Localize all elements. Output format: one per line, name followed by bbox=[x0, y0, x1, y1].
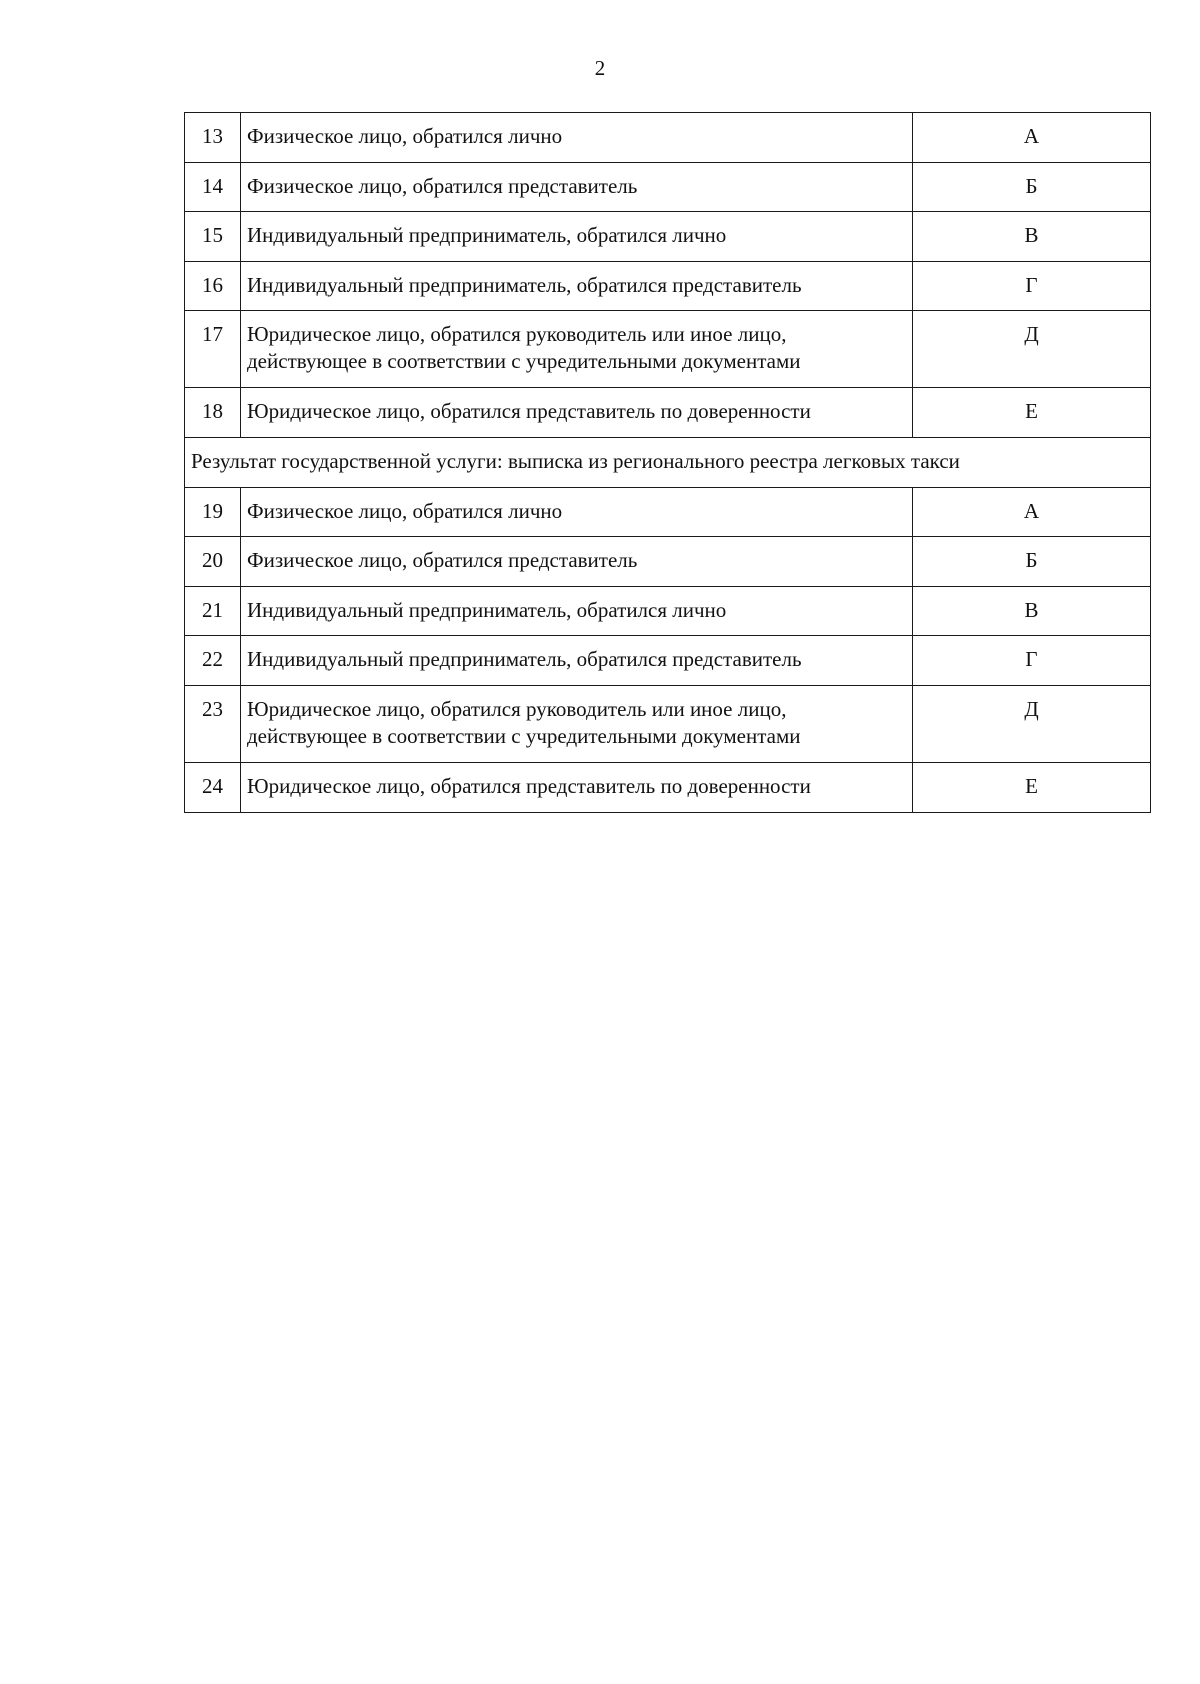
row-code: А bbox=[913, 113, 1151, 163]
table-row bbox=[185, 113, 1151, 163]
row-code: Е bbox=[913, 388, 1151, 438]
row-description: Физическое лицо, обратился лично bbox=[241, 487, 913, 537]
row-description: Индивидуальный предприниматель, обратился представитель bbox=[241, 636, 913, 686]
section-heading-row bbox=[185, 437, 1151, 487]
table-row bbox=[185, 685, 1151, 762]
table-row bbox=[185, 311, 1151, 388]
table-row bbox=[185, 586, 1151, 636]
row-number: 21 bbox=[185, 586, 241, 636]
row-number: 13 bbox=[185, 113, 241, 163]
row-number: 16 bbox=[185, 261, 241, 311]
row-code: А bbox=[913, 487, 1151, 537]
table-row bbox=[185, 537, 1151, 587]
table-row bbox=[185, 487, 1151, 537]
row-number: 14 bbox=[185, 162, 241, 212]
row-code: Д bbox=[913, 311, 1151, 388]
table-row bbox=[185, 162, 1151, 212]
page-number: 2 bbox=[594, 56, 606, 80]
section-heading: Результат государственной услуги: выписка из регионального реестра легковых такси bbox=[185, 437, 1151, 487]
row-code: Д bbox=[913, 685, 1151, 762]
row-code: Б bbox=[913, 162, 1151, 212]
row-description-line: действующее в соответствии с учредительными документами bbox=[247, 349, 801, 374]
row-description-line: Юридическое лицо, обратился руководитель или иное лицо, bbox=[247, 696, 787, 721]
row-description: Физическое лицо, обратился лично bbox=[241, 113, 913, 163]
row-code: Е bbox=[913, 762, 1151, 812]
row-description: Индивидуальный предприниматель, обратился представитель bbox=[241, 261, 913, 311]
row-description-line: действующее в соответствии с учредительными документами bbox=[247, 723, 801, 748]
table-row bbox=[185, 636, 1151, 686]
table-row bbox=[185, 388, 1151, 438]
table-row bbox=[185, 762, 1151, 812]
applicant-category-table bbox=[184, 112, 1151, 813]
row-description: Юридическое лицо, обратился представитель по доверенности bbox=[241, 388, 913, 438]
row-number: 15 bbox=[185, 212, 241, 262]
row-number: 24 bbox=[185, 762, 241, 812]
row-code: Г bbox=[913, 261, 1151, 311]
table-row bbox=[185, 212, 1151, 262]
row-description bbox=[241, 311, 913, 388]
row-description: Физическое лицо, обратился представитель bbox=[241, 162, 913, 212]
row-code: Б bbox=[913, 537, 1151, 587]
row-number: 23 bbox=[185, 685, 241, 762]
row-code: В bbox=[913, 586, 1151, 636]
row-code: Г bbox=[913, 636, 1151, 686]
row-number: 18 bbox=[185, 388, 241, 438]
row-number: 17 bbox=[185, 311, 241, 388]
row-description: Юридическое лицо, обратился представитель по доверенности bbox=[241, 762, 913, 812]
row-description: Физическое лицо, обратился представитель bbox=[241, 537, 913, 587]
row-description bbox=[241, 685, 913, 762]
row-code: В bbox=[913, 212, 1151, 262]
row-description: Индивидуальный предприниматель, обратился лично bbox=[241, 586, 913, 636]
row-number: 19 bbox=[185, 487, 241, 537]
row-description-line: Юридическое лицо, обратился руководитель или иное лицо, bbox=[247, 322, 787, 347]
table-row bbox=[185, 261, 1151, 311]
row-number: 20 bbox=[185, 537, 241, 587]
row-description: Индивидуальный предприниматель, обратился лично bbox=[241, 212, 913, 262]
row-number: 22 bbox=[185, 636, 241, 686]
